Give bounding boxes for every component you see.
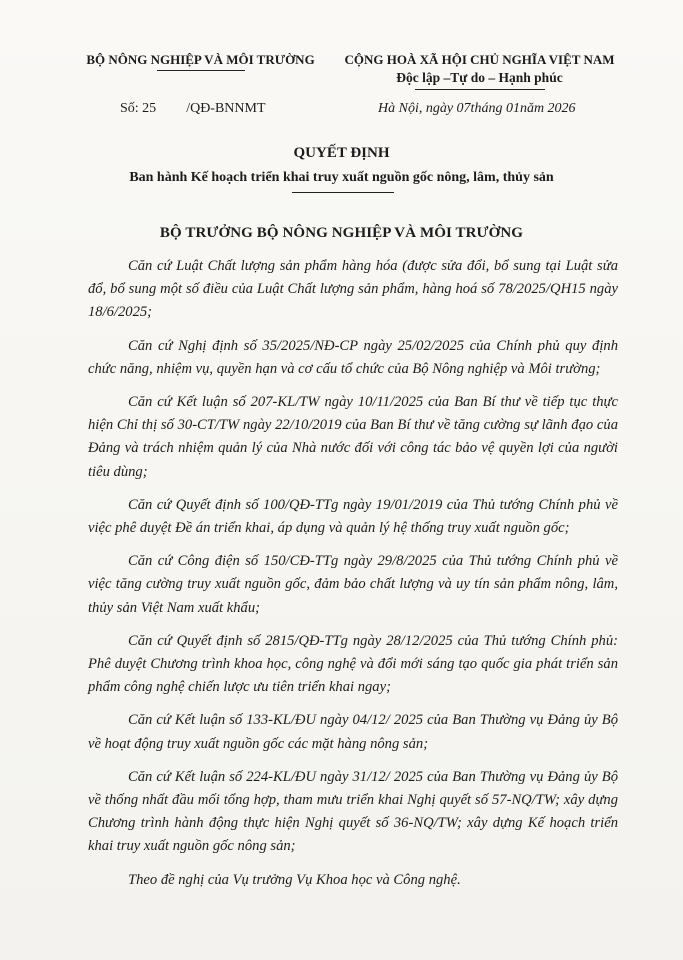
ministry-header <box>78 52 323 71</box>
document-subtitle: Ban hành Kế hoạch triển khai truy xuất nguồn gốc nông, lâm, thủy sản <box>129 170 554 185</box>
proposal-paragraph: Theo đề nghị của Vụ trưởng Vụ Khoa học và Công nghệ. <box>128 871 461 888</box>
legal-basis-paragraph: Căn cứ Quyết định số 2815/QĐ-TTg ngày 28/12/2025 của Thủ tướng Chính phủ: Phê duyệt Chương trình khoa học, công nghệ và đổi mới sáng tạo quốc gia phát triển sản phẩm công nghệ chiến lược ưu tiên triển khai ngay; <box>88 632 618 696</box>
subtitle-underline <box>292 192 394 193</box>
legal-basis-section <box>88 255 618 902</box>
document-title: QUYẾT ĐỊNH <box>293 145 390 161</box>
ministry-name: BỘ NÔNG NGHIỆP VÀ MÔI TRƯỜNG <box>86 52 315 67</box>
issue-date: Hà Nội, ngày 07tháng 01năm 2026 <box>378 101 576 116</box>
legal-basis-paragraph: Căn cứ Nghị định số 35/2025/NĐ-CP ngày 25/02/2025 của Chính phủ quy định chức năng, nhiệm vụ, quyền hạn và cơ cấu tổ chức của Bộ Nông nghiệp và Môi trường; <box>88 337 618 377</box>
issuing-authority: BỘ TRƯỞNG BỘ NÔNG NGHIỆP VÀ MÔI TRƯỜNG <box>159 225 524 241</box>
legal-basis-paragraph: Căn cứ Kết luận số 224-KL/ĐU ngày 31/12/ 2025 của Ban Thường vụ Đảng ủy Bộ về thống nhất đầu mối tổng hợp, tham mưu triển khai Nghị quyết số 57-NQ/TW; xây dựng Chương trình hành động thực hiện Nghị quyết số 36-NQ/TW; xây dựng Kế hoạch triển khai truy xuất nguồn gốc nông sản; <box>88 768 618 855</box>
legal-basis-paragraph: Căn cứ Kết luận số 133-KL/ĐU ngày 04/12/ 2025 của Ban Thường vụ Đảng ủy Bộ về hoạt động truy xuất nguồn gốc các mặt hàng nông sản; <box>88 712 618 752</box>
legal-basis-paragraph: Căn cứ Luật Chất lượng sản phẩm hàng hóa (được sửa đổi, bổ sung tại Luật sửa đổ, bổ sung một số điều của Luật Chất lượng sản phẩm, hàng hoá số 78/2025/QH15 ngày 18/6/2025; <box>88 258 618 321</box>
ministry-underline <box>157 70 245 71</box>
document-number <box>120 101 266 117</box>
legal-basis-paragraph: Căn cứ Công điện số 150/CĐ-TTg ngày 29/8/2025 của Thủ tướng Chính phủ về việc tăng cường truy xuất nguồn gốc, đảm bảo chất lượng và uy tín sản phẩm nông, lâm, thủy sản Việt Nam xuất khẩu; <box>88 553 618 616</box>
national-motto: Độc lập –Tự do – Hạnh phúc <box>396 70 563 85</box>
motto-underline <box>415 89 545 90</box>
legal-basis-paragraph: Căn cứ Quyết định số 100/QĐ-TTg ngày 19/01/2019 của Thủ tướng Chính phủ về việc phê duyệt Đề án triển khai, áp dụng và quản lý hệ thống truy xuất nguồn gốc; <box>88 496 618 537</box>
document-number-suffix: /QĐ-BNNMT <box>186 101 266 116</box>
legal-basis-paragraph: Căn cứ Kết luận số 207-KL/TW ngày 10/11/2025 của Ban Bí thư về tiếp tục thực hiện Chỉ thị số 30-CT/TW ngày 22/10/2019 của Ban Bí thư về tăng cường sự lãnh đạo của Đảng và trách nhiệm quản lý của Nhà nước đối với công tác bảo vệ quyền lợi của người tiêu dùng; <box>88 394 618 480</box>
national-header <box>332 52 627 90</box>
republic-name: CỘNG HOÀ XÃ HỘI CHỦ NGHĨA VIỆT NAM <box>344 52 615 67</box>
document-number-label: Số: 25 <box>120 101 157 116</box>
